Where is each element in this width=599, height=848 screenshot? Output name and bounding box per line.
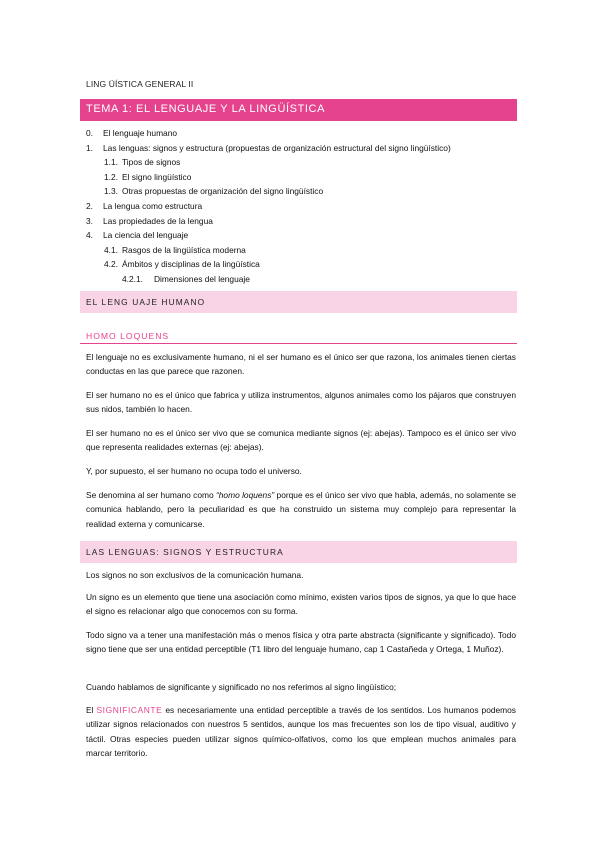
paragraph: El ser humano no es el único que fabrica y utiliza instrumentos, algunos animales como los pájaros que construyen sus nidos, también lo hacen. (86, 390, 516, 415)
course-header: LING ÜÍSTICA GENERAL II (86, 79, 194, 89)
paragraph: Cuando hablamos de significante y significado no nos referimos al signo lingüístico; (86, 682, 397, 692)
toc-item: 4. La ciencia del lenguaje (86, 230, 189, 241)
toc-item: 4.2.1. Dimensiones del lenguaje (122, 273, 250, 284)
toc-item: 3. Las propiedades de la lengua (86, 215, 213, 226)
toc-item: 1.1. Tipos de signos (104, 157, 181, 168)
paragraph: Se denomina al ser humano como “homo loquens” porque es el único ser vivo que habla, además, no solamente se comunica hablando, pero la peculiaridad es que ha construido un sistema muy complejo para representar la realidad externa y comunicarse. (86, 490, 516, 529)
subsection-heading: HOMO LOQUENS (86, 331, 170, 341)
toc-item: 1.2. El signo lingüístico (104, 171, 192, 182)
section-heading-bar (80, 541, 517, 563)
section-heading: LAS LENGUAS: SIGNOS Y ESTRUCTURA (86, 547, 284, 557)
table-of-contents (86, 126, 516, 287)
section-heading-bar (80, 291, 517, 313)
tema-title: TEMA 1: EL LENGUAJE Y LA LINGÜÍSTICA (86, 103, 326, 115)
tema-title-bar (80, 99, 517, 121)
quoted-term: “homo loquens” (215, 490, 275, 500)
paragraph: Todo signo va a tener una manifestación más o menos física y otra parte abstracta (significante y significado). Todo signo tiene que ser una entidad perceptible (T1 libro del lenguaje humano, cap 1 Castañeda y Ortega, 1 Muñoz). (86, 630, 516, 655)
subsection-divider (80, 343, 517, 344)
paragraph: Un signo es un elemento que tiene una asociación como mínimo, existen varios tipos de signos, ya que lo que hace el signo es relacionar algo que conocemos con su forma. (86, 592, 516, 617)
toc-item: 4.2. Ámbitos y disciplinas de la lingüística (104, 259, 260, 270)
section-heading: EL LENG UAJE HUMANO (86, 297, 206, 307)
toc-item: 0. El lenguaje humano (86, 128, 178, 138)
toc-item: 2. La lengua como estructura (86, 200, 203, 211)
paragraph: El ser humano no es el único ser vivo que se comunica mediante signos (ej: abejas). Tampoco es el único ser vivo que representa realidades externas (ej: abejas). (86, 428, 516, 453)
toc-item: 1.3. Otras propuestas de organización del signo lingüístico (104, 186, 324, 197)
toc-item: 1. Las lenguas: signos y estructura (propuestas de organización estructural del signo lingüístico) (86, 142, 451, 153)
toc-item: 4.1. Rasgos de la lingüística moderna (104, 244, 246, 255)
highlighted-term: SIGNIFICANTE (96, 705, 163, 715)
paragraph: Los signos no son exclusivos de la comunicación humana. (86, 570, 304, 580)
paragraph: El SIGNIFICANTE es necesariamente una entidad perceptible a través de los sentidos. Los humanos podemos utilizar signos relacionados con nuestros 5 sentidos, aunque los mas frecuentes son los de tipo visual, auditivo y táctil. Otras especies pueden utilizar signos químico-olfativos, como los que emplean muchos animales para marcar territorio. (86, 705, 516, 758)
paragraph: El lenguaje no es exclusivamente humano, ni el ser humano es el único ser que razona, los animales tienen ciertas conductas en las que parece que razonen. (86, 352, 516, 377)
paragraph: Y, por supuesto, el ser humano no ocupa todo el universo. (86, 466, 302, 476)
